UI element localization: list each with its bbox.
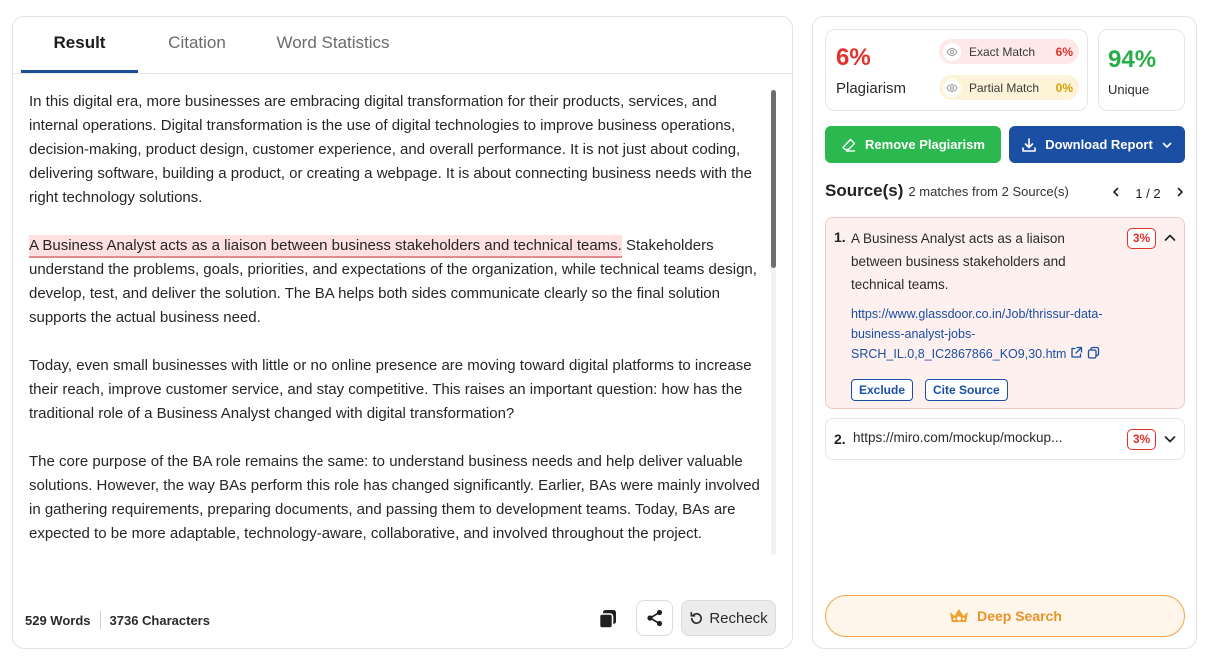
crown-icon — [948, 607, 970, 625]
eye-icon — [943, 43, 961, 61]
results-panel — [812, 16, 1197, 649]
exclude-button[interactable]: Exclude — [851, 379, 913, 401]
unique-score-card — [1098, 29, 1185, 111]
source-matched-text: A Business Analyst acts as a liaison between business stakeholders and technical teams. — [851, 231, 1066, 292]
external-link-icon[interactable] — [1070, 345, 1083, 365]
tab-word-statistics[interactable]: Word Statistics — [276, 33, 390, 52]
refresh-icon — [689, 611, 704, 626]
cite-source-button[interactable]: Cite Source — [925, 379, 1008, 401]
remove-plagiarism-button[interactable] — [825, 126, 1001, 163]
scrollbar-track[interactable] — [771, 90, 776, 555]
paragraph-3: Today, even small businesses with little or no online presence are moving toward digital platforms to increase their reach, improve customer service, and stay competitive. This raises an important question: how has the traditional role of a Business Analyst changed with digital transformation? — [29, 357, 752, 422]
stats-divider — [100, 611, 101, 629]
unique-percent: 94% — [1108, 46, 1157, 73]
page-indicator: 1 / 2 — [1135, 185, 1161, 201]
unique-label: Unique — [1108, 82, 1150, 97]
share-icon — [646, 609, 664, 627]
deep-search-label: Deep Search — [977, 608, 1062, 624]
remove-plagiarism-label: Remove Plagiarism — [865, 137, 985, 152]
copy-button[interactable] — [597, 607, 619, 631]
plagiarism-highlight[interactable]: A Business Analyst acts as a liaison between business stakeholders and technical teams. — [29, 235, 622, 258]
copy-icon — [597, 607, 619, 631]
plagiarism-score-card — [825, 29, 1088, 111]
chevron-down-icon — [1161, 139, 1173, 151]
source-card[interactable] — [825, 418, 1185, 460]
character-count: 3736 Characters — [109, 612, 210, 628]
recheck-button[interactable] — [681, 600, 776, 636]
eye-icon — [943, 79, 961, 97]
source-match-percent: 3% — [1127, 429, 1156, 450]
download-icon — [1021, 137, 1037, 153]
document-text[interactable] — [29, 90, 769, 560]
tab-result[interactable]: Result — [53, 33, 106, 52]
exact-match-label: Exact Match — [969, 44, 1036, 59]
exact-match-pill[interactable] — [939, 39, 1079, 64]
deep-search-button[interactable] — [825, 595, 1185, 637]
source-link[interactable] — [851, 304, 1151, 365]
paragraph-2-rest: Stakeholders understand the problems, goals, priorities, and expectations of the organization, while technical teams design, develop, test, and deliver the solution. The BA helps both sides communicate clearly so the final solution supports the actual business need. — [29, 237, 757, 326]
source-card[interactable] — [825, 217, 1185, 409]
exact-match-value: 6% — [1055, 44, 1073, 59]
paragraph-1: In this digital era, more businesses are embracing digital transformation for their products, services, and internal operations. Digital transformation is the use of digital technologies to improve business operations, decision-making, product design, customer experience, and overall performance. It is not just about coding, delivering software, building a product, or creating a webpage. It is about connecting business needs with the right technology solutions. — [29, 93, 752, 206]
copy-link-icon[interactable] — [1087, 345, 1100, 365]
sources-title: Source(s) — [825, 181, 904, 200]
sources-subtitle: 2 matches from 2 Source(s) — [908, 184, 1069, 199]
plagiarism-percent: 6% — [836, 44, 871, 71]
source-match-percent: 3% — [1127, 228, 1156, 249]
paragraph-2 — [29, 234, 769, 330]
share-button[interactable] — [636, 600, 673, 636]
chevron-down-icon[interactable] — [1162, 431, 1178, 447]
editor-panel — [12, 16, 793, 649]
eraser-icon — [841, 137, 857, 153]
paragraph-4: The core purpose of the BA role remains the same: to understand business needs and help deliver valuable solutions. However, the way BAs perform this role has changed significantly. Earlier, BAs were mainly involved in gathering requirements, preparing documents, and passing them to development teams. Today, BAs are expected to be more adaptable, technology-aware, collaborative, and involved throughout the project. — [29, 453, 760, 542]
source-number: 2. — [834, 431, 846, 447]
sources-header — [825, 181, 1069, 201]
chevron-up-icon[interactable] — [1162, 230, 1178, 246]
download-report-label: Download Report — [1045, 137, 1153, 152]
partial-match-label: Partial Match — [969, 80, 1040, 95]
chevron-right-icon[interactable] — [1174, 185, 1186, 201]
recheck-label: Recheck — [709, 609, 768, 627]
chevron-left-icon[interactable] — [1110, 185, 1122, 201]
partial-match-value: 0% — [1055, 80, 1073, 95]
partial-match-pill[interactable] — [939, 75, 1079, 100]
text-stats — [25, 610, 210, 630]
source-number: 1. — [834, 229, 846, 245]
source-url[interactable]: https://miro.com/mockup/mockup... — [853, 430, 1063, 445]
active-tab-indicator — [21, 70, 138, 73]
plagiarism-label: Plagiarism — [836, 80, 907, 97]
download-report-button[interactable] — [1009, 126, 1185, 163]
source-url[interactable]: https://www.glassdoor.co.in/Job/thrissur-data-business-analyst-jobs-SRCH_IL.0,8_IC2867866_KO9,30.htm — [851, 307, 1103, 361]
scrollbar-thumb[interactable] — [771, 90, 776, 268]
tab-citation[interactable]: Citation — [168, 33, 226, 52]
word-count: 529 Words — [25, 612, 91, 628]
result-tabs — [13, 17, 792, 74]
sources-pager — [1110, 183, 1186, 203]
